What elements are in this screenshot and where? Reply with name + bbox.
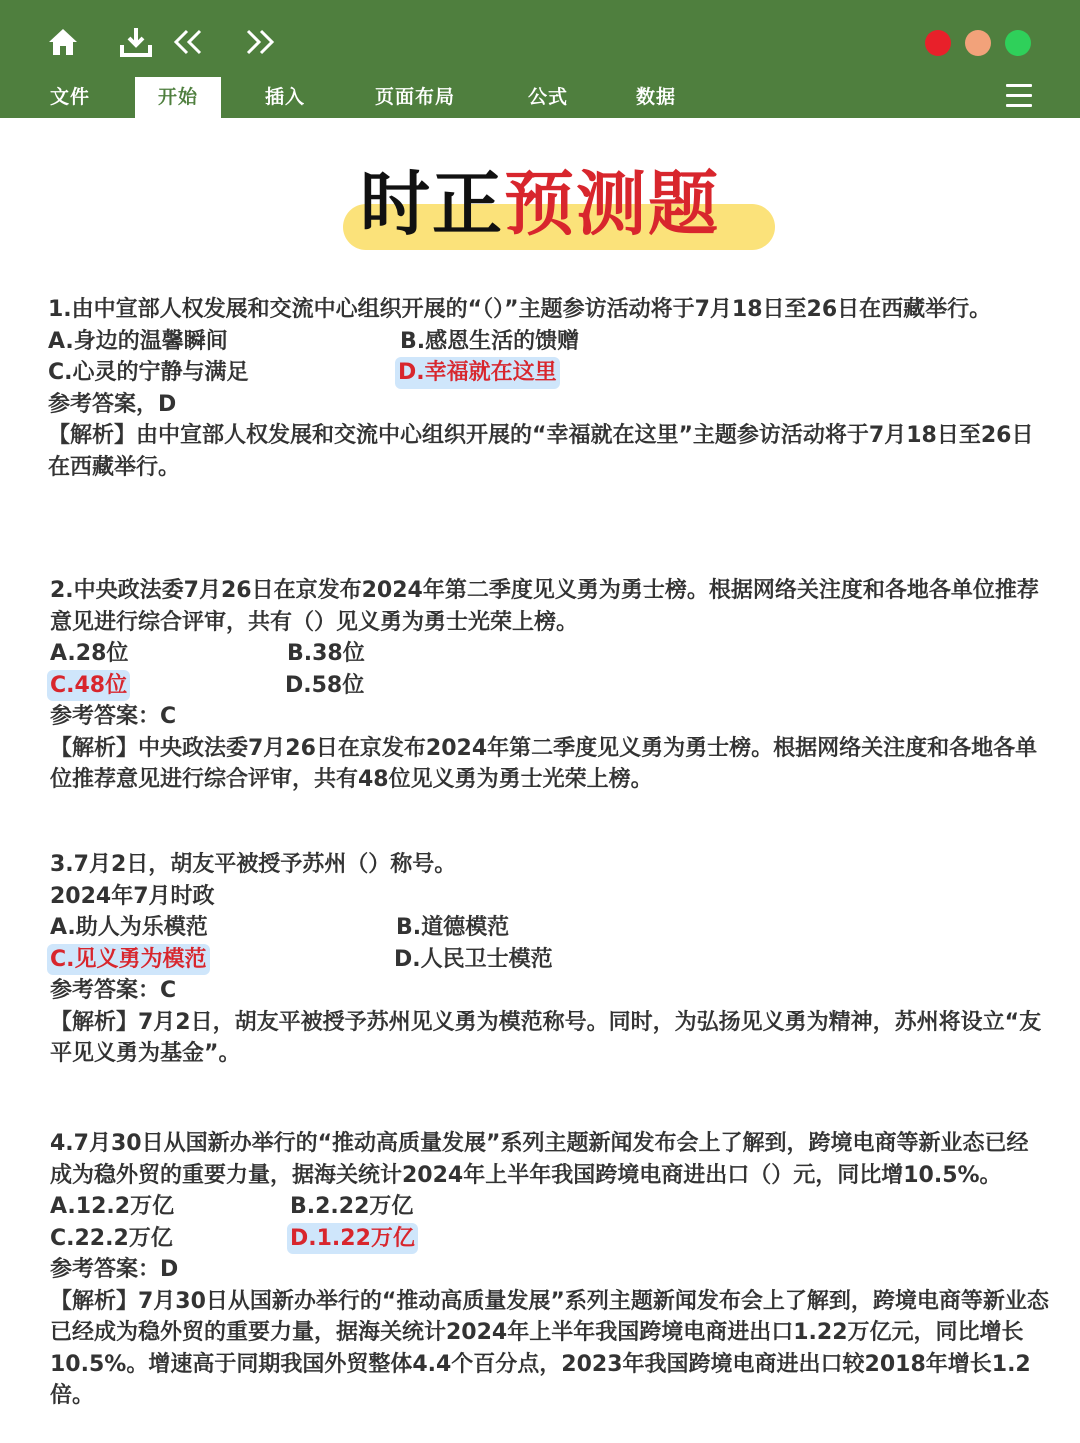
option-b: B.2.22万亿	[290, 1194, 414, 1219]
option-a: A.12.2万亿	[50, 1194, 175, 1219]
option-c-correct: C.48位	[47, 670, 130, 702]
question-stem: 2.中央政法委7月26日在京发布2024年第二季度见义勇为勇士榜。根据网络关注度和各地各单位推荐意见进行综合评审，共有（）见义勇为勇士光荣上榜。	[50, 578, 1039, 635]
analysis-text: 【解析】7月30日从国新办举行的“推动高质量发展”系列主题新闻发布会上了解到，跨境电商等新业态已经成为稳外贸的重要力量，据海关统计2024年上半年我国跨境电商进出口1.22万亿元，同比增长10.5%。增速高于同期我国外贸整体4.4个百分点，2023年我国跨境电商进出口较2018年增长1.2倍。	[50, 1288, 1049, 1408]
tab-home[interactable]: 开始	[135, 77, 221, 118]
option-d: D.58位	[285, 672, 365, 698]
options-row	[50, 638, 1050, 670]
title-part-red: 预测题	[504, 162, 720, 245]
options-row	[50, 1223, 1050, 1255]
tab-page-layout[interactable]: 页面布局	[374, 86, 455, 108]
question-1	[48, 294, 1048, 483]
option-c: C.22.2万亿	[50, 1225, 173, 1251]
option-d-correct: D.1.22万亿	[287, 1223, 418, 1255]
question-2	[50, 575, 1050, 796]
options-row	[48, 326, 1048, 358]
ribbon-tabs	[0, 77, 1080, 118]
question-stem: 4.7月30日从国新办举行的“推动高质量发展”系列主题新闻发布会上了解到，跨境电商等新业态已经成为稳外贸的重要力量，据海关统计2024年上半年我国跨境电商进出口（）元，同比增10.5%。	[50, 1131, 1029, 1188]
analysis-text: 【解析】中央政法委7月26日在京发布2024年第二季度见义勇为勇士榜。根据网络关注度和各地各单位推荐意见进行综合评审，共有48位见义勇为勇士光荣上榜。	[50, 735, 1038, 792]
reference-answer: 参考答案：D	[50, 1257, 179, 1282]
option-d-correct: D.幸福就在这里	[395, 357, 560, 389]
option-c: C.心灵的宁静与满足	[48, 360, 249, 385]
option-c-correct: C.见义勇为模范	[47, 944, 210, 976]
title-part-black: 时正	[360, 162, 504, 245]
reference-answer: 参考答案：C	[50, 978, 177, 1003]
question-stem: 3.7月2日，胡友平被授予苏州（）称号。	[50, 852, 457, 877]
double-chevron-left-icon[interactable]	[170, 22, 206, 62]
tab-insert[interactable]: 插入	[264, 86, 305, 108]
question-4	[50, 1128, 1050, 1412]
option-b: B.道德模范	[396, 915, 510, 940]
home-icon[interactable]	[46, 22, 80, 62]
reference-answer: 参考答案，D	[48, 391, 177, 417]
question-3	[50, 849, 1050, 1070]
download-icon[interactable]	[118, 22, 154, 62]
option-b: B.感恩生活的馈赠	[400, 328, 580, 354]
option-a: A.28位	[50, 641, 129, 666]
options-row	[50, 670, 1050, 702]
tab-data[interactable]: 数据	[635, 86, 676, 108]
reference-answer: 参考答案：C	[50, 704, 177, 729]
double-chevron-right-icon[interactable]	[242, 22, 278, 62]
question-extra: 2024年7月时政	[50, 883, 215, 909]
window-maximize-dot[interactable]	[1005, 30, 1031, 56]
options-row	[50, 912, 1050, 944]
hamburger-menu-icon[interactable]	[1006, 84, 1032, 110]
options-row	[50, 1191, 1050, 1223]
page-title	[0, 150, 1080, 260]
analysis-text: 【解析】由中宣部人权发展和交流中心组织开展的“幸福就在这里”主题参访活动将于7月18日至26日在西藏举行。	[48, 423, 1034, 480]
option-a: A.身边的温馨瞬间	[48, 328, 228, 354]
options-row	[50, 944, 1050, 976]
tab-file[interactable]: 文件	[49, 86, 90, 108]
option-d: D.人民卫士模范	[394, 946, 553, 972]
option-b: B.38位	[287, 641, 365, 666]
app-toolbar	[0, 0, 1080, 118]
window-close-dot[interactable]	[925, 30, 951, 56]
window-minimize-dot[interactable]	[965, 30, 991, 56]
options-row	[48, 357, 1048, 389]
option-a: A.助人为乐模范	[50, 915, 208, 940]
tab-formula[interactable]: 公式	[527, 86, 568, 108]
question-stem: 1.由中宣部人权发展和交流中心组织开展的“（）”主题参访活动将于7月18日至26日在西藏举行。	[48, 297, 992, 322]
analysis-text: 【解析】7月2日，胡友平被授予苏州见义勇为模范称号。同时，为弘扬见义勇为精神，苏州将设立“友平见义勇为基金”。	[50, 1009, 1042, 1066]
